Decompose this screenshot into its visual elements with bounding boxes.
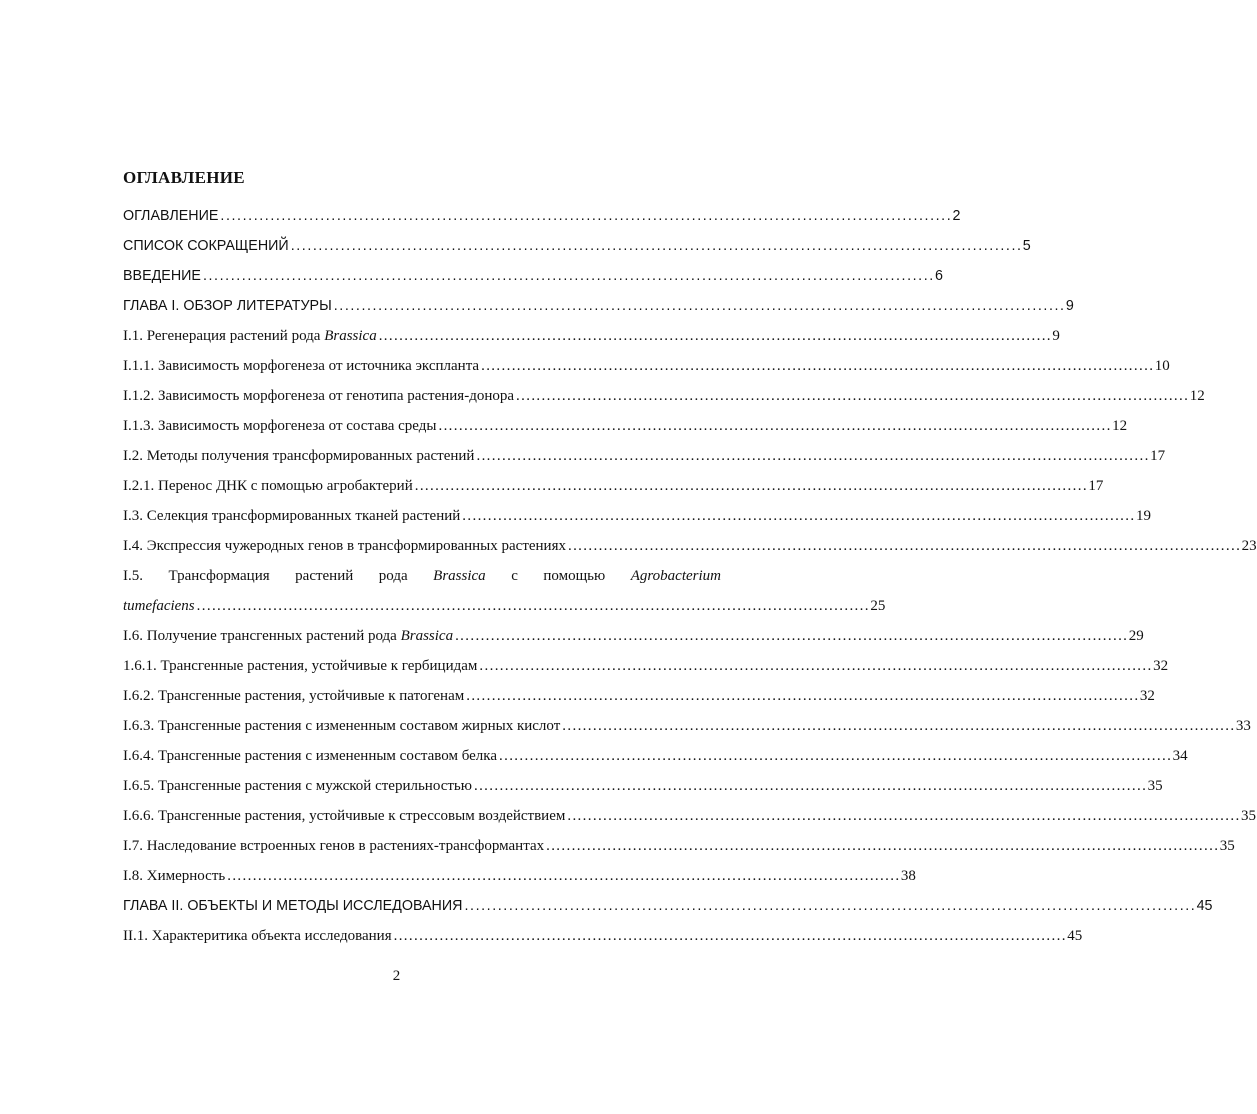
toc-page-number: 32 <box>1139 688 1155 704</box>
title-text: I.2. Методы получения трансформированных растений <box>123 448 475 464</box>
title-text: I.4. Экспрессия чужеродных генов в трансформированных растениях <box>123 538 566 554</box>
title-text: I.6.3. Трансгенные растения с измененным составом жирных кислот <box>123 718 561 734</box>
toc-page-number: 9 <box>1065 298 1074 314</box>
toc-entry-word: с <box>511 568 518 584</box>
toc-page-number: 9 <box>1052 328 1060 344</box>
title-text: ГЛАВА I. ОБЗОР ЛИТЕРАТУРЫ <box>123 298 332 314</box>
title-text: I.1.1. Зависимость морфогенеза от источника экспланта <box>123 358 480 374</box>
toc-entry-title <box>123 651 477 681</box>
dot-leader <box>562 711 1233 741</box>
title-text: ВВЕДЕНИЕ <box>123 268 201 284</box>
toc-entry[interactable] <box>123 891 1213 921</box>
toc-entry[interactable] <box>123 501 1151 531</box>
title-text: ОГЛАВЛЕНИЕ <box>123 208 219 224</box>
dot-leader <box>464 891 1193 921</box>
page-number: 2 <box>392 968 401 984</box>
toc-entry-title <box>123 441 474 471</box>
toc-entry[interactable] <box>123 201 961 231</box>
toc-entry-title <box>123 201 218 231</box>
toc-entry[interactable] <box>123 651 1169 681</box>
toc-entry-word: I.5. <box>123 568 143 584</box>
title-text: ГЛАВА II. ОБЪЕКТЫ И МЕТОДЫ ИССЛЕДОВАНИЯ <box>123 898 463 914</box>
toc-page-number: 45 <box>1196 898 1213 914</box>
title-text: I.7. Наследование встроенных генов в растениях-трансформантах <box>123 838 545 854</box>
toc-page-number: 45 <box>1067 928 1083 944</box>
toc-entry-title <box>123 591 195 621</box>
dot-leader <box>499 741 1170 771</box>
dot-leader <box>227 861 898 891</box>
table-of-contents <box>123 201 1257 951</box>
toc-entry[interactable] <box>123 261 943 291</box>
toc-entry-title <box>123 741 497 771</box>
dot-leader <box>462 501 1133 531</box>
toc-entry[interactable] <box>123 231 1031 261</box>
toc-entry-title <box>123 891 462 921</box>
toc-entry[interactable] <box>123 591 886 621</box>
title-text: I.3. Селекция трансформированных тканей растений <box>123 508 461 524</box>
toc-entry[interactable] <box>123 291 1074 321</box>
toc-page-number: 35 <box>1147 778 1163 794</box>
dot-leader <box>394 921 1065 951</box>
toc-entry-title <box>123 771 472 801</box>
toc-entry[interactable] <box>123 471 1104 501</box>
title-text: I.8. Химерность <box>123 868 226 884</box>
toc-entry-title <box>123 261 201 291</box>
dot-leader <box>203 261 932 291</box>
dot-leader <box>455 621 1126 651</box>
toc-entry[interactable] <box>123 831 1235 861</box>
toc-entry-title <box>123 681 464 711</box>
toc-page-number: 34 <box>1172 748 1188 764</box>
title-text: I.1.2. Зависимость морфогенеза от генотипа растения-донора <box>123 388 515 404</box>
toc-page-number: 35 <box>1241 808 1257 824</box>
toc-entry-word: растений <box>295 568 354 584</box>
dot-leader <box>476 441 1147 471</box>
page-title: ОГЛАВЛЕНИЕ <box>123 168 245 187</box>
toc-entry-word: Brassica <box>433 568 486 584</box>
italic-term: Brassica <box>400 628 454 644</box>
toc-entry[interactable] <box>123 561 721 591</box>
toc-page-number: 6 <box>935 268 943 284</box>
title-text: I.6. Получение трансгенных растений рода <box>123 628 401 644</box>
toc-entry-title <box>123 411 436 441</box>
toc-entry-title <box>123 351 479 381</box>
toc-entry-title <box>123 291 332 321</box>
title-text: I.2.1. Перенос ДНК с помощью агробактерий <box>123 478 413 494</box>
toc-page-number: 35 <box>1219 838 1235 854</box>
dot-leader <box>466 681 1137 711</box>
toc-entry-title <box>123 921 392 951</box>
dot-leader <box>546 831 1217 861</box>
title-text: I.1. Регенерация растений рода <box>123 328 325 344</box>
toc-page-number: 25 <box>870 598 886 614</box>
italic-term: tumefaciens <box>123 598 195 614</box>
title-text: I.1.3. Зависимость морфогенеза от состава среды <box>123 418 437 434</box>
toc-entry-title <box>123 381 514 411</box>
title-text: II.1. Характеритика объекта исследования <box>123 928 392 944</box>
toc-page-number: 33 <box>1235 718 1251 734</box>
toc-entry[interactable] <box>123 531 1257 561</box>
toc-page-number: 19 <box>1135 508 1151 524</box>
toc-entry-word: Agrobacterium <box>630 568 721 584</box>
dot-leader <box>379 321 1050 351</box>
dot-leader <box>567 801 1238 831</box>
toc-page-number: 12 <box>1189 388 1205 404</box>
toc-entry[interactable] <box>123 411 1128 441</box>
title-text: I.6.5. Трансгенные растения с мужской стерильностью <box>123 778 472 794</box>
title-text: СПИСОК СОКРАЩЕНИЙ <box>123 238 289 254</box>
toc-entry-word: рода <box>378 568 408 584</box>
title-text: I.6.4. Трансгенные растения с измененным составом белка <box>123 748 497 764</box>
toc-entry[interactable] <box>123 381 1205 411</box>
toc-entry-title <box>123 531 566 561</box>
toc-page-number: 17 <box>1088 478 1104 494</box>
toc-entry-title <box>123 861 225 891</box>
toc-entry[interactable] <box>123 741 1188 771</box>
toc-entry-title <box>123 621 453 651</box>
toc-entry-title <box>123 831 544 861</box>
title-text: 1.6.1. Трансгенные растения, устойчивые к гербицидам <box>123 658 478 674</box>
toc-page-number: 10 <box>1154 358 1170 374</box>
dot-leader <box>291 231 1020 261</box>
title-text: I.6.2. Трансгенные растения, устойчивые к патогенам <box>123 688 465 704</box>
toc-page-number: 2 <box>952 208 961 224</box>
toc-entry-title <box>123 801 565 831</box>
toc-entry-title <box>123 711 560 741</box>
toc-entry[interactable] <box>123 681 1155 711</box>
dot-leader <box>479 651 1150 681</box>
toc-entry[interactable] <box>123 771 1163 801</box>
toc-entry-title <box>123 321 377 351</box>
toc-entry-title <box>123 231 289 261</box>
dot-leader <box>415 471 1086 501</box>
dot-leader <box>516 381 1187 411</box>
toc-entry[interactable] <box>123 801 1257 831</box>
toc-page-number: 29 <box>1128 628 1144 644</box>
dot-leader <box>438 411 1109 441</box>
dot-leader <box>220 201 949 231</box>
dot-leader <box>334 291 1063 321</box>
toc-page-number: 5 <box>1022 238 1031 254</box>
toc-entry[interactable] <box>123 861 916 891</box>
dot-leader <box>481 351 1152 381</box>
toc-page-number: 17 <box>1150 448 1166 464</box>
toc-entry[interactable] <box>123 711 1251 741</box>
toc-entry-word: помощью <box>543 568 606 584</box>
toc-entry-word: Трансформация <box>168 568 270 584</box>
dot-leader <box>474 771 1145 801</box>
toc-entry-title <box>123 471 413 501</box>
toc-page-number: 23 <box>1241 538 1257 554</box>
toc-entry[interactable] <box>123 921 1083 951</box>
toc-page-number: 38 <box>900 868 916 884</box>
toc-entry[interactable] <box>123 321 1060 351</box>
title-text: I.6.6. Трансгенные растения, устойчивые к стрессовым воздействием <box>123 808 566 824</box>
toc-entry[interactable] <box>123 351 1170 381</box>
dot-leader <box>568 531 1239 561</box>
toc-page-number: 12 <box>1112 418 1128 434</box>
toc-entry-title <box>123 501 460 531</box>
toc-entry[interactable] <box>123 621 1144 651</box>
toc-page-number: 32 <box>1153 658 1169 674</box>
toc-entry[interactable] <box>123 441 1166 471</box>
dot-leader <box>197 591 868 621</box>
italic-term: Brassica <box>324 328 377 344</box>
